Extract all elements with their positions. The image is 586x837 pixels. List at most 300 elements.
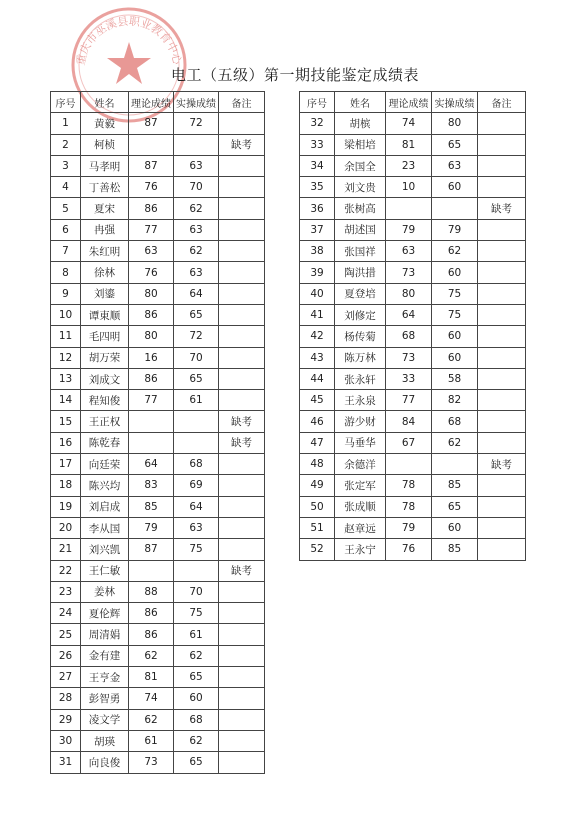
cell-theory: 73 bbox=[386, 262, 432, 283]
cell-note bbox=[219, 198, 265, 219]
cell-practice: 75 bbox=[174, 603, 219, 624]
cell-theory: 88 bbox=[129, 581, 174, 602]
table-row bbox=[51, 581, 265, 602]
cell-practice: 64 bbox=[174, 496, 219, 517]
cell-no: 12 bbox=[51, 347, 81, 368]
cell-name: 王亨金 bbox=[81, 667, 129, 688]
cell-note bbox=[219, 347, 265, 368]
cell-name: 马孝明 bbox=[81, 155, 129, 176]
cell-no: 46 bbox=[300, 411, 335, 432]
cell-name: 陶洪措 bbox=[335, 262, 386, 283]
cell-no: 15 bbox=[51, 411, 81, 432]
cell-theory: 79 bbox=[129, 517, 174, 538]
cell-note bbox=[219, 709, 265, 730]
cell-note bbox=[219, 155, 265, 176]
cell-no: 34 bbox=[300, 155, 335, 176]
cell-practice: 63 bbox=[174, 155, 219, 176]
cell-no: 28 bbox=[51, 688, 81, 709]
cell-note bbox=[219, 475, 265, 496]
document-title: 电工（五级）第一期技能鉴定成绩表 bbox=[170, 66, 419, 84]
cell-practice: 82 bbox=[432, 390, 478, 411]
cell-theory: 86 bbox=[129, 603, 174, 624]
cell-note bbox=[219, 113, 265, 134]
cell-practice: 75 bbox=[432, 304, 478, 325]
cell-note bbox=[219, 667, 265, 688]
cell-theory: 62 bbox=[129, 645, 174, 666]
svg-text:重庆市巫溪县职业教育中心 bbox=[73, 15, 184, 67]
table-row bbox=[51, 219, 265, 240]
cell-name: 马垂华 bbox=[335, 432, 386, 453]
cell-theory: 87 bbox=[129, 113, 174, 134]
table-row bbox=[51, 304, 265, 325]
cell-name: 向廷荣 bbox=[81, 454, 129, 475]
cell-practice: 79 bbox=[432, 219, 478, 240]
cell-theory: 76 bbox=[129, 177, 174, 198]
cell-theory: 77 bbox=[129, 390, 174, 411]
header-theory: 理论成绩 bbox=[129, 92, 174, 113]
cell-no: 13 bbox=[51, 368, 81, 389]
cell-name: 刘鎏 bbox=[81, 283, 129, 304]
cell-name: 丁善松 bbox=[81, 177, 129, 198]
cell-note: 缺考 bbox=[219, 411, 265, 432]
cell-name: 陈乾春 bbox=[81, 432, 129, 453]
cell-practice bbox=[174, 134, 219, 155]
cell-note: 缺考 bbox=[478, 198, 526, 219]
cell-name: 陈兴均 bbox=[81, 475, 129, 496]
cell-practice bbox=[174, 432, 219, 453]
cell-note bbox=[219, 304, 265, 325]
table-row bbox=[51, 262, 265, 283]
cell-no: 20 bbox=[51, 517, 81, 538]
cell-note bbox=[219, 241, 265, 262]
cell-note bbox=[478, 368, 526, 389]
cell-practice bbox=[432, 454, 478, 475]
cell-practice: 62 bbox=[174, 730, 219, 751]
cell-practice: 70 bbox=[174, 581, 219, 602]
cell-practice: 68 bbox=[174, 709, 219, 730]
cell-name: 程知俊 bbox=[81, 390, 129, 411]
cell-no: 50 bbox=[300, 496, 335, 517]
table-row bbox=[51, 177, 265, 198]
cell-no: 19 bbox=[51, 496, 81, 517]
cell-note bbox=[478, 304, 526, 325]
cell-no: 27 bbox=[51, 667, 81, 688]
cell-practice: 65 bbox=[432, 134, 478, 155]
cell-no: 24 bbox=[51, 603, 81, 624]
cell-practice: 63 bbox=[174, 517, 219, 538]
table-row bbox=[51, 241, 265, 262]
cell-theory: 63 bbox=[129, 241, 174, 262]
cell-practice: 62 bbox=[432, 432, 478, 453]
cell-theory: 64 bbox=[129, 454, 174, 475]
cell-name: 毛四明 bbox=[81, 326, 129, 347]
cell-note bbox=[478, 283, 526, 304]
table-row bbox=[300, 134, 526, 155]
table-row bbox=[51, 155, 265, 176]
cell-no: 52 bbox=[300, 539, 335, 560]
cell-name: 向良俊 bbox=[81, 752, 129, 773]
cell-practice: 85 bbox=[432, 539, 478, 560]
cell-no: 3 bbox=[51, 155, 81, 176]
cell-name: 姜林 bbox=[81, 581, 129, 602]
table-row bbox=[300, 539, 526, 560]
table-body-right bbox=[300, 113, 526, 560]
cell-note bbox=[219, 368, 265, 389]
cell-practice: 60 bbox=[432, 262, 478, 283]
table-row bbox=[300, 496, 526, 517]
cell-note bbox=[478, 113, 526, 134]
table-row bbox=[51, 539, 265, 560]
cell-practice: 61 bbox=[174, 390, 219, 411]
cell-note bbox=[219, 262, 265, 283]
cell-note bbox=[219, 581, 265, 602]
cell-practice: 62 bbox=[174, 645, 219, 666]
cell-practice: 60 bbox=[432, 326, 478, 347]
cell-theory: 76 bbox=[129, 262, 174, 283]
table-row bbox=[300, 283, 526, 304]
cell-theory: 81 bbox=[386, 134, 432, 155]
cell-no: 4 bbox=[51, 177, 81, 198]
cell-practice: 62 bbox=[174, 198, 219, 219]
cell-name: 李从国 bbox=[81, 517, 129, 538]
cell-theory bbox=[386, 198, 432, 219]
cell-name: 余德洋 bbox=[335, 454, 386, 475]
cell-theory: 86 bbox=[129, 198, 174, 219]
cell-practice: 65 bbox=[174, 752, 219, 773]
header-theory: 理论成绩 bbox=[386, 92, 432, 113]
cell-no: 36 bbox=[300, 198, 335, 219]
table-row bbox=[300, 368, 526, 389]
cell-name: 余国全 bbox=[335, 155, 386, 176]
cell-no: 18 bbox=[51, 475, 81, 496]
cell-no: 49 bbox=[300, 475, 335, 496]
cell-name: 陈万林 bbox=[335, 347, 386, 368]
table-body-left bbox=[51, 113, 265, 773]
cell-theory: 79 bbox=[386, 219, 432, 240]
table-row bbox=[51, 624, 265, 645]
cell-name: 金有建 bbox=[81, 645, 129, 666]
cell-theory bbox=[129, 411, 174, 432]
cell-theory: 84 bbox=[386, 411, 432, 432]
cell-theory: 79 bbox=[386, 517, 432, 538]
cell-theory: 67 bbox=[386, 432, 432, 453]
table-row bbox=[300, 411, 526, 432]
cell-theory: 74 bbox=[129, 688, 174, 709]
cell-note bbox=[478, 432, 526, 453]
cell-practice: 68 bbox=[432, 411, 478, 432]
cell-practice: 65 bbox=[174, 667, 219, 688]
cell-theory: 77 bbox=[386, 390, 432, 411]
cell-practice: 65 bbox=[174, 368, 219, 389]
cell-note bbox=[478, 177, 526, 198]
cell-theory: 23 bbox=[386, 155, 432, 176]
cell-theory: 87 bbox=[129, 539, 174, 560]
cell-no: 14 bbox=[51, 390, 81, 411]
cell-name: 胡述国 bbox=[335, 219, 386, 240]
cell-note bbox=[219, 496, 265, 517]
table-row bbox=[51, 645, 265, 666]
cell-name: 凌文学 bbox=[81, 709, 129, 730]
cell-practice: 75 bbox=[432, 283, 478, 304]
cell-no: 32 bbox=[300, 113, 335, 134]
table-row bbox=[51, 454, 265, 475]
cell-name: 冉强 bbox=[81, 219, 129, 240]
cell-note bbox=[219, 688, 265, 709]
cell-name: 刘成文 bbox=[81, 368, 129, 389]
cell-no: 7 bbox=[51, 241, 81, 262]
cell-no: 48 bbox=[300, 454, 335, 475]
cell-name: 周清娟 bbox=[81, 624, 129, 645]
table-row bbox=[300, 177, 526, 198]
cell-no: 41 bbox=[300, 304, 335, 325]
table-row bbox=[51, 283, 265, 304]
cell-no: 26 bbox=[51, 645, 81, 666]
cell-no: 45 bbox=[300, 390, 335, 411]
cell-note bbox=[478, 475, 526, 496]
cell-name: 刘文贵 bbox=[335, 177, 386, 198]
cell-note bbox=[478, 241, 526, 262]
header-note: 备注 bbox=[478, 92, 526, 113]
cell-theory: 62 bbox=[129, 709, 174, 730]
cell-name: 朱红明 bbox=[81, 241, 129, 262]
cell-note: 缺考 bbox=[478, 454, 526, 475]
cell-note bbox=[219, 454, 265, 475]
table-row bbox=[300, 155, 526, 176]
cell-note bbox=[478, 390, 526, 411]
cell-note: 缺考 bbox=[219, 134, 265, 155]
cell-theory bbox=[129, 134, 174, 155]
cell-name: 胡瑛 bbox=[81, 730, 129, 751]
cell-practice: 63 bbox=[432, 155, 478, 176]
cell-name: 夏宋 bbox=[81, 198, 129, 219]
cell-no: 5 bbox=[51, 198, 81, 219]
seal-text: 重庆市巫溪县职业教育中心 bbox=[74, 14, 184, 67]
table-row bbox=[51, 198, 265, 219]
cell-theory: 68 bbox=[386, 326, 432, 347]
cell-note bbox=[478, 219, 526, 240]
cell-theory bbox=[386, 454, 432, 475]
cell-practice: 61 bbox=[174, 624, 219, 645]
table-row bbox=[51, 134, 265, 155]
cell-practice: 63 bbox=[174, 219, 219, 240]
header-no: 序号 bbox=[51, 92, 81, 113]
cell-name: 赵章远 bbox=[335, 517, 386, 538]
cell-note bbox=[478, 411, 526, 432]
cell-name: 柯桢 bbox=[81, 134, 129, 155]
table-row bbox=[51, 730, 265, 751]
cell-name: 刘启成 bbox=[81, 496, 129, 517]
table-row bbox=[51, 347, 265, 368]
grades-table-right bbox=[299, 91, 526, 561]
cell-name: 梁相培 bbox=[335, 134, 386, 155]
cell-no: 40 bbox=[300, 283, 335, 304]
cell-practice bbox=[432, 198, 478, 219]
cell-note bbox=[219, 752, 265, 773]
cell-no: 37 bbox=[300, 219, 335, 240]
cell-practice: 69 bbox=[174, 475, 219, 496]
cell-theory: 86 bbox=[129, 624, 174, 645]
cell-theory: 77 bbox=[129, 219, 174, 240]
cell-practice: 60 bbox=[432, 517, 478, 538]
cell-theory: 16 bbox=[129, 347, 174, 368]
cell-theory: 80 bbox=[129, 326, 174, 347]
cell-theory: 86 bbox=[129, 368, 174, 389]
cell-theory: 33 bbox=[386, 368, 432, 389]
table-row bbox=[51, 475, 265, 496]
table-row bbox=[51, 390, 265, 411]
cell-no: 23 bbox=[51, 581, 81, 602]
cell-name: 刘修定 bbox=[335, 304, 386, 325]
cell-practice: 75 bbox=[174, 539, 219, 560]
cell-no: 35 bbox=[300, 177, 335, 198]
cell-practice: 60 bbox=[432, 347, 478, 368]
cell-note: 缺考 bbox=[219, 560, 265, 581]
table-row bbox=[300, 347, 526, 368]
cell-practice: 70 bbox=[174, 347, 219, 368]
cell-practice: 72 bbox=[174, 326, 219, 347]
cell-name: 张树高 bbox=[335, 198, 386, 219]
cell-practice: 65 bbox=[432, 496, 478, 517]
cell-theory: 80 bbox=[129, 283, 174, 304]
cell-note bbox=[219, 603, 265, 624]
cell-name: 张永轩 bbox=[335, 368, 386, 389]
cell-no: 31 bbox=[51, 752, 81, 773]
table-row bbox=[300, 475, 526, 496]
cell-practice: 72 bbox=[174, 113, 219, 134]
table-row bbox=[51, 667, 265, 688]
cell-name: 王正权 bbox=[81, 411, 129, 432]
cell-note bbox=[478, 539, 526, 560]
cell-name: 王永宁 bbox=[335, 539, 386, 560]
table-header-row bbox=[51, 92, 265, 113]
table-row bbox=[51, 411, 265, 432]
cell-note bbox=[219, 177, 265, 198]
cell-theory bbox=[129, 560, 174, 581]
cell-practice: 80 bbox=[432, 113, 478, 134]
cell-no: 8 bbox=[51, 262, 81, 283]
table-row bbox=[300, 262, 526, 283]
cell-theory: 73 bbox=[129, 752, 174, 773]
table-row bbox=[300, 390, 526, 411]
cell-no: 30 bbox=[51, 730, 81, 751]
cell-theory: 10 bbox=[386, 177, 432, 198]
table-row bbox=[300, 241, 526, 262]
cell-theory: 78 bbox=[386, 475, 432, 496]
cell-theory: 61 bbox=[129, 730, 174, 751]
cell-practice bbox=[174, 411, 219, 432]
cell-theory: 73 bbox=[386, 347, 432, 368]
cell-practice: 62 bbox=[432, 241, 478, 262]
cell-note bbox=[478, 517, 526, 538]
cell-no: 51 bbox=[300, 517, 335, 538]
cell-no: 33 bbox=[300, 134, 335, 155]
cell-practice: 60 bbox=[174, 688, 219, 709]
cell-note bbox=[478, 262, 526, 283]
cell-no: 9 bbox=[51, 283, 81, 304]
header-note: 备注 bbox=[219, 92, 265, 113]
table-row bbox=[51, 709, 265, 730]
table-row bbox=[300, 326, 526, 347]
cell-name: 刘兴凯 bbox=[81, 539, 129, 560]
cell-note bbox=[219, 390, 265, 411]
table-row bbox=[51, 560, 265, 581]
cell-theory: 87 bbox=[129, 155, 174, 176]
cell-name: 黄毅 bbox=[81, 113, 129, 134]
cell-no: 42 bbox=[300, 326, 335, 347]
cell-note bbox=[219, 645, 265, 666]
cell-theory: 74 bbox=[386, 113, 432, 134]
table-row bbox=[300, 432, 526, 453]
cell-theory bbox=[129, 432, 174, 453]
cell-no: 1 bbox=[51, 113, 81, 134]
cell-theory: 80 bbox=[386, 283, 432, 304]
table-row bbox=[51, 688, 265, 709]
cell-no: 2 bbox=[51, 134, 81, 155]
cell-name: 王永泉 bbox=[335, 390, 386, 411]
cell-note bbox=[219, 624, 265, 645]
cell-note bbox=[219, 517, 265, 538]
cell-practice bbox=[174, 560, 219, 581]
table-row bbox=[51, 603, 265, 624]
cell-practice: 58 bbox=[432, 368, 478, 389]
cell-name: 胡槟 bbox=[335, 113, 386, 134]
cell-no: 47 bbox=[300, 432, 335, 453]
table-row bbox=[300, 198, 526, 219]
cell-note bbox=[219, 326, 265, 347]
cell-no: 16 bbox=[51, 432, 81, 453]
cell-name: 夏伦辉 bbox=[81, 603, 129, 624]
cell-no: 44 bbox=[300, 368, 335, 389]
table-row bbox=[300, 219, 526, 240]
cell-practice: 68 bbox=[174, 454, 219, 475]
table-row bbox=[51, 752, 265, 773]
header-practice: 实操成绩 bbox=[432, 92, 478, 113]
cell-theory: 83 bbox=[129, 475, 174, 496]
header-name: 姓名 bbox=[335, 92, 386, 113]
table-row bbox=[51, 432, 265, 453]
table-row bbox=[51, 517, 265, 538]
cell-practice: 64 bbox=[174, 283, 219, 304]
cell-no: 6 bbox=[51, 219, 81, 240]
cell-theory: 85 bbox=[129, 496, 174, 517]
cell-name: 杨传菊 bbox=[335, 326, 386, 347]
table-row bbox=[51, 496, 265, 517]
cell-name: 彭智勇 bbox=[81, 688, 129, 709]
cell-name: 张成顺 bbox=[335, 496, 386, 517]
header-practice: 实操成绩 bbox=[174, 92, 219, 113]
table-row bbox=[51, 113, 265, 134]
cell-note bbox=[478, 134, 526, 155]
cell-name: 谭東顺 bbox=[81, 304, 129, 325]
table-row bbox=[51, 368, 265, 389]
cell-note bbox=[478, 496, 526, 517]
cell-name: 张定军 bbox=[335, 475, 386, 496]
table-row bbox=[51, 326, 265, 347]
cell-theory: 64 bbox=[386, 304, 432, 325]
table-row bbox=[300, 517, 526, 538]
cell-practice: 60 bbox=[432, 177, 478, 198]
cell-note bbox=[478, 347, 526, 368]
cell-theory: 76 bbox=[386, 539, 432, 560]
cell-name: 徐林 bbox=[81, 262, 129, 283]
cell-no: 39 bbox=[300, 262, 335, 283]
cell-note bbox=[219, 730, 265, 751]
cell-theory: 78 bbox=[386, 496, 432, 517]
grades-table-left bbox=[50, 91, 265, 774]
table-row bbox=[300, 304, 526, 325]
cell-name: 夏登培 bbox=[335, 283, 386, 304]
cell-note bbox=[478, 155, 526, 176]
